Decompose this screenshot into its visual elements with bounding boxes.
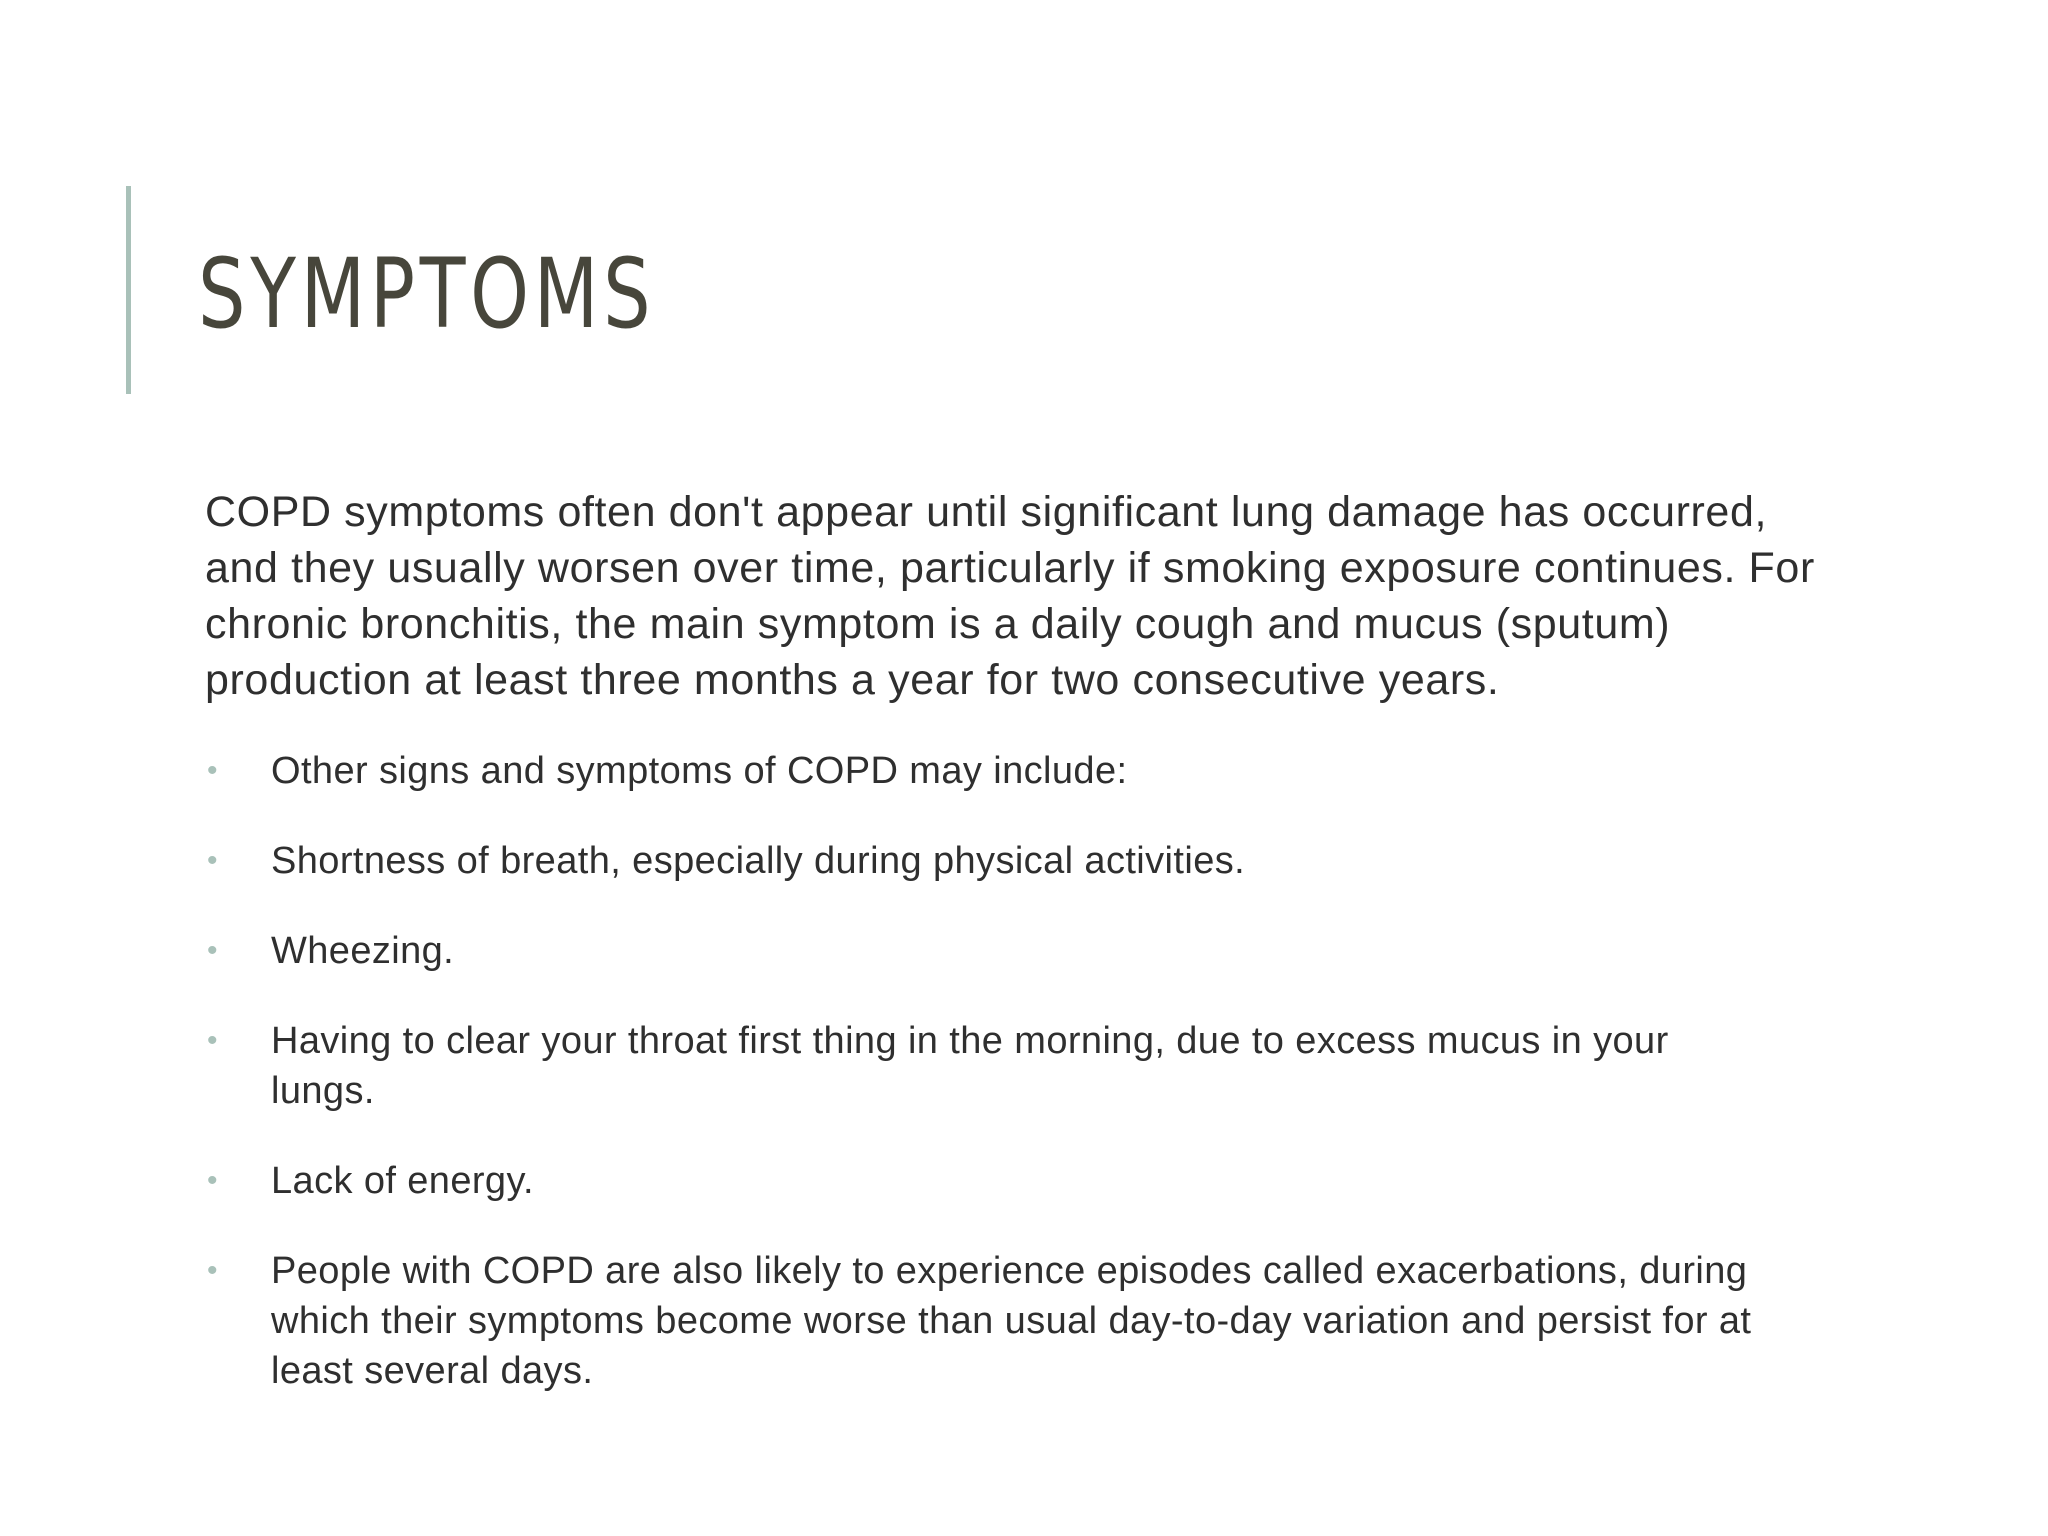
bullet-text: Shortness of breath, especially during physical activities. — [271, 840, 1246, 882]
symptom-bullet-list — [205, 746, 1765, 1436]
title-accent-bar — [126, 186, 131, 394]
bullet-item — [205, 926, 1765, 976]
bullet-dot-icon: • — [207, 1164, 218, 1197]
bullet-dot-icon: • — [207, 1254, 218, 1287]
bullet-dot-icon: • — [207, 934, 218, 967]
bullet-text: Other signs and symptoms of COPD may include: — [271, 750, 1128, 792]
bullet-dot-icon: • — [207, 844, 218, 877]
bullet-text: Lack of energy. — [271, 1160, 535, 1202]
bullet-item — [205, 1246, 1765, 1396]
bullet-item — [205, 1156, 1765, 1206]
bullet-item — [205, 1016, 1765, 1116]
intro-paragraph: COPD symptoms often don't appear until significant lung damage has occurred, and they usually worsen over time, particularly if smoking exposure continues. For chronic bronchitis, the main symptom is a daily cough and mucus (sputum) production at least three months a year for two consecutive years. — [205, 488, 1815, 704]
bullet-item — [205, 836, 1765, 886]
bullet-item — [205, 746, 1765, 796]
bullet-text: Wheezing. — [271, 930, 455, 972]
bullet-dot-icon: • — [207, 1024, 218, 1057]
bullet-text: Having to clear your throat first thing in the morning, due to excess mucus in your lungs. — [271, 1020, 1669, 1112]
slide-title: SYMPTOMS — [198, 238, 656, 350]
bullet-dot-icon: • — [207, 754, 218, 787]
bullet-text: People with COPD are also likely to experience episodes called exacerbations, during which their symptoms become worse than usual day-to-day variation and persist for at least several days. — [271, 1250, 1752, 1392]
